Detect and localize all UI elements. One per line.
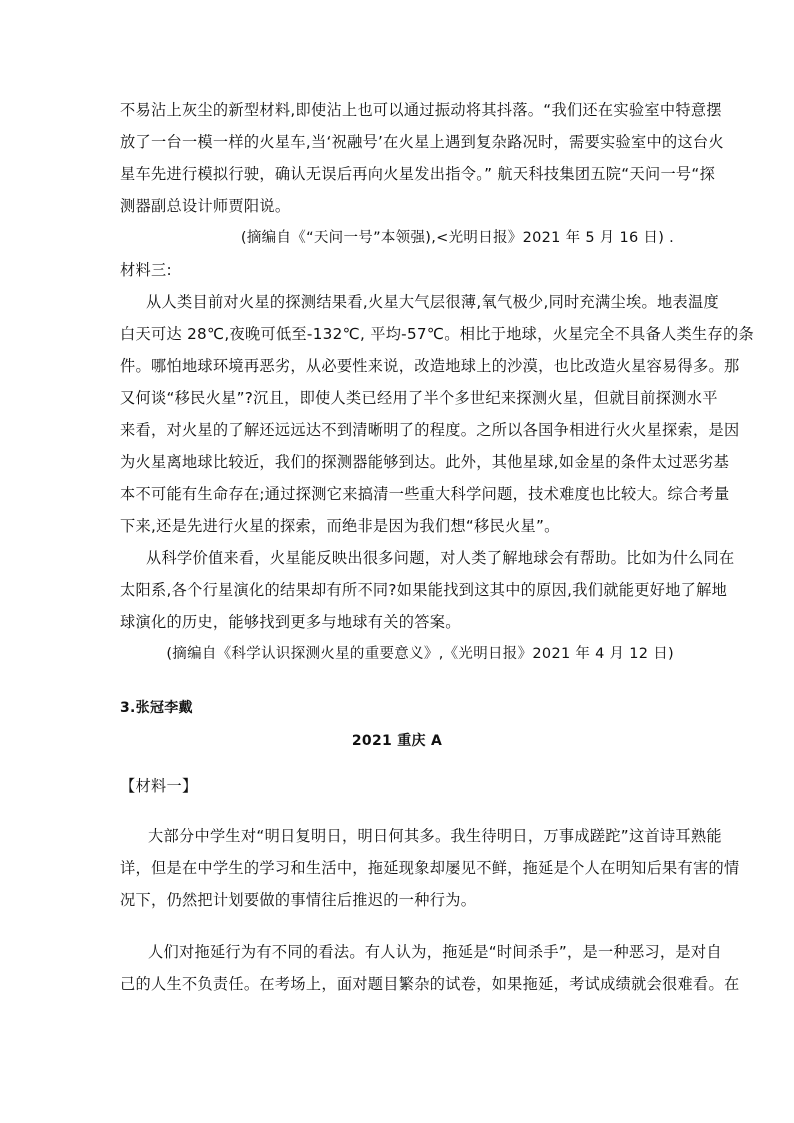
source-citation: (摘编自《科学认识探测火星的重要意义》,《光明日报》2021 年 4 月 12 日) [166,646,674,662]
material-label: 【材料一】 [120,777,198,795]
paragraph-line: 球演化的历史，能够找到更多与地球有关的答案。 [120,613,461,631]
paragraph-line: 白天可达 28℃,夜晚可低至-132℃, 平均-57℃。相比于地球，火星完全不具备人类生存的条 [120,325,754,343]
paragraph-line: 下来,还是先进行火星的探索，而绝非是因为我们想“移民火星”。 [120,517,560,535]
paragraph-line: 不易沾上灰尘的新型材料,即使沾上也可以通过振动将其抖落。“我们还在实验室中特意摆 [120,101,722,119]
paragraph-line: 本不可能有生命存在;通过探测它来搞清一些重大科学问题，技术难度也比较大。综合考量 [120,485,730,503]
paragraph-line: 从科学价值来看，火星能反映出很多问题，对人类了解地球会有帮助。比如为什么同在 [146,549,735,567]
paragraph-line: 大部分中学生对“明日复明日，明日何其多。我生待明日，万事成蹉跎”这首诗耳熟能 [148,827,722,845]
paragraph-line: 太阳系,各个行星演化的结果却有所不同?如果能找到这其中的原因,我们就能更好地了解地 [120,581,728,599]
material-label: 材料三: [120,261,172,279]
paragraph-line: 为火星离地球比较近，我们的探测器能够到达。此外，其他星球,如金星的条件太过恶劣基 [120,453,730,471]
section-heading: 3.张冠李戴 [120,700,193,716]
paragraph-line: 件。哪怕地球环境再恶劣，从必要性来说，改造地球上的沙漠，也比改造火星容易得多。那 [120,357,740,375]
paragraph-line: 来看，对火星的了解还远远达不到清晰明了的程度。之所以各国争相进行火火星探索，是因 [120,421,740,439]
paragraph-line: 星车先进行模拟行驶，确认无误后再向火星发出指令。” 航天科技集团五院“天问一号“探 [120,165,716,183]
exam-title: 2021 重庆 A [351,733,443,749]
paragraph-line: 从人类目前对火星的探测结果看,火星大气层很薄,氧气极少,同时充满尘埃。地表温度 [146,293,719,311]
source-citation: (摘编自《“天问一号”本领强),<光明日报》2021 年 5 月 16 日) . [240,230,674,246]
paragraph-line: 放了一台一模一样的火星车,当‘祝融号’在火星上遇到复杂路况时，需要实验室中的这台火 [120,133,724,151]
paragraph-line: 又何谈“移民火星”?沉且，即使人类已经用了半个多世纪来探测火星，但就目前探测水平 [120,389,718,407]
paragraph-line: 己的人生不负责任。在考场上，面对题目繁杂的试卷，如果拖延，考试成绩就会很难看。在 [120,975,740,993]
paragraph-line: 况下，仍然把计划要做的事情往后推迟的一种行为。 [120,891,477,909]
paragraph-line: 详，但是在中学生的学习和生活中，拖延现象却屡见不鲜，拖延是个人在明知后果有害的情 [120,859,740,877]
paragraph-line: 人们对拖延行为有不同的看法。有人认为，拖延是“时间杀手”，是一种恶习，是对自 [148,943,722,961]
paragraph-line: 测器副总设计师贾阳说。 [120,197,291,215]
